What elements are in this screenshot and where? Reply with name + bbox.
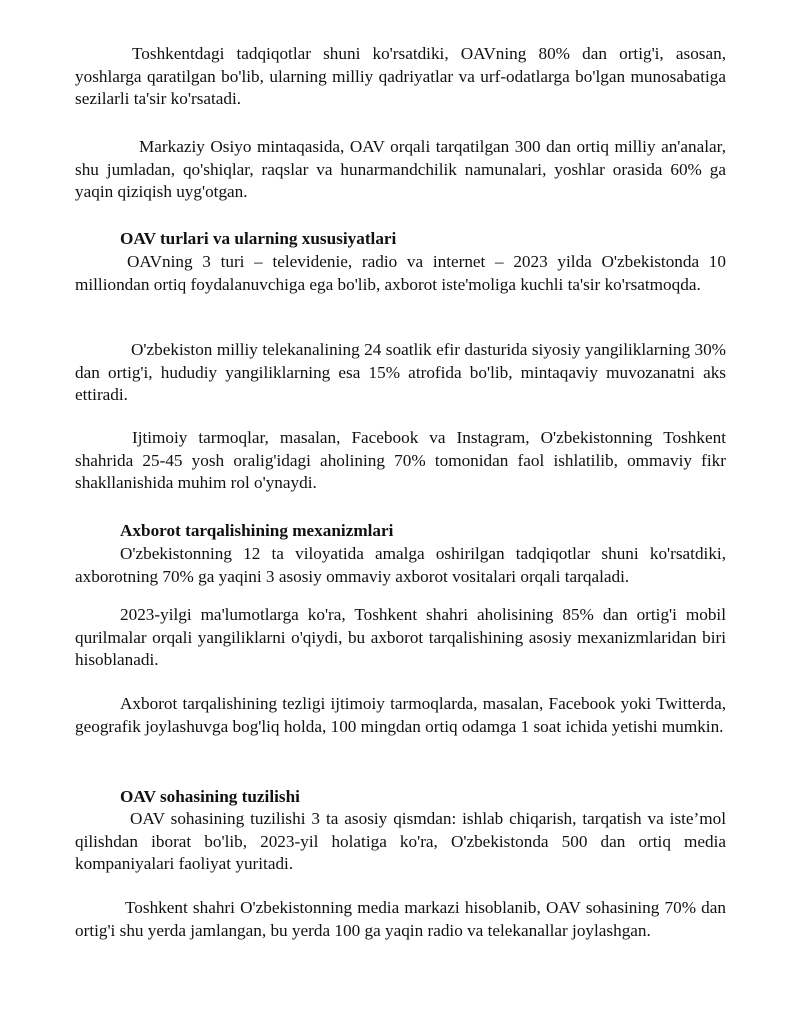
- paragraph-national-tv-news: O'zbekiston milliy telekanalining 24 soatlik efir dasturida siyosiy yangiliklarning 30% dan ortig'i, hududiy yangiliklarning esa 15% atrofida bo'lib, mintaqaviy muvozanatni aks ettiradi.: [75, 340, 726, 405]
- paragraph-social-networks: Ijtimoiy tarmoqlar, masalan, Facebook va Instagram, O'zbekistonning Toshkent shahrida 25-45 yosh oralig'idagi aholining 70% tomonidan faol ishlatilib, ommaviy fikr shakllanishida muhim rol o'ynaydi.: [75, 428, 726, 493]
- paragraph-media-types-users: OAVning 3 turi – televidenie, radio va internet – 2023 yilda O'zbekistonda 10 milliondan ortiq foydalanuvchiga ega bo'lib, axborot iste'moliga kuchli ta'sir ko'rsatmoqda.: [75, 252, 726, 294]
- paragraph-national-traditions: Markaziy Osiyo mintaqasida, OAV orqali tarqatilgan 300 dan ortiq milliy an'analar, shu jumladan, qo'shiqlar, raqslar va hunarmandchilik namunalari, yoshlar orasida 60% ga yaqin qiziqish uyg'otgan.: [75, 137, 726, 202]
- paragraph-spread-speed: Axborot tarqalishining tezligi ijtimoiy tarmoqlarda, masalan, Facebook yoki Twitterda, geografik joylashuvga bog'liq holda, 100 mingdan ortiq odamga 1 soat ichida yetishi mumkin.: [75, 694, 726, 736]
- section-heading-information-spread: Axborot tarqalishining mexanizmlari: [120, 521, 394, 540]
- section-heading-media-types: OAV turlari va ularning xususiyatlari: [120, 229, 397, 248]
- paragraph-youth-media-influence: Toshkentdagi tadqiqotlar shuni ko'rsatdiki, OAVning 80% dan ortig'i, asosan, yoshlarga qaratilgan bo'lib, ularning milliy qadriyatlar va urf-odatlarga bo'lgan munosabatiga sezilarli ta'sir ko'rsatadi.: [75, 44, 726, 109]
- section-heading-media-structure: OAV sohasining tuzilishi: [120, 787, 300, 806]
- paragraph-regional-research: O'zbekistonning 12 ta viloyatida amalga oshirilgan tadqiqotlar shuni ko'rsatdiki, axborotning 70% ga yaqini 3 asosiy ommaviy axborot vositalari orqali tarqaladi.: [75, 544, 726, 586]
- paragraph-tashkent-media-center: Toshkent shahri O'zbekistonning media markazi hisoblanib, OAV sohasining 70% dan ortig'i shu yerda jamlangan, bu yerda 100 ga yaqin radio va telekanallar joylashgan.: [75, 898, 726, 940]
- paragraph-mobile-news: 2023-yilgi ma'lumotlarga ko'ra, Toshkent shahri aholisining 85% dan ortig'i mobil qurilmalar orqali yangiliklarni o'qiydi, bu axborot tarqalishining asosiy mexanizmlaridan biri hisoblanadi.: [75, 605, 726, 670]
- paragraph-media-structure: OAV sohasining tuzilishi 3 ta asosiy qismdan: ishlab chiqarish, tarqatish va iste’mol qilishdan iborat bo'lib, 2023-yil holatiga ko'ra, O'zbekistonda 500 dan ortiq media kompaniyalari faoliyat yuritadi.: [75, 809, 726, 874]
